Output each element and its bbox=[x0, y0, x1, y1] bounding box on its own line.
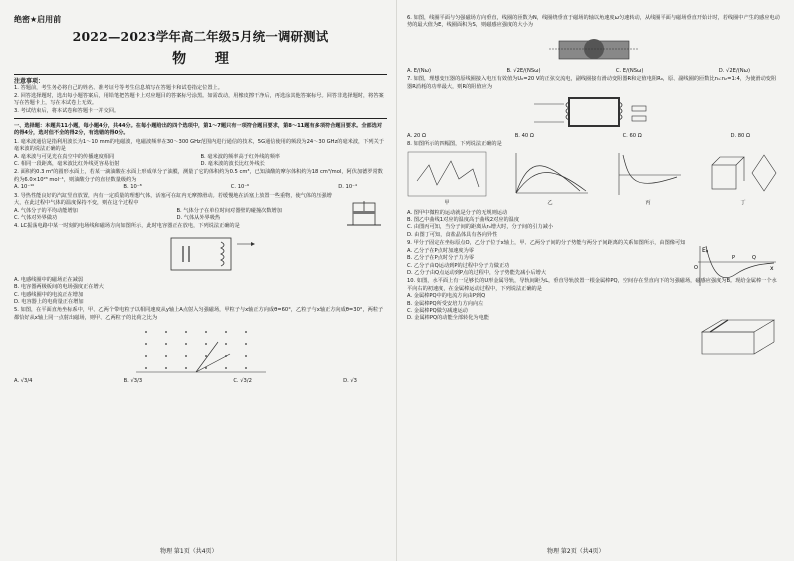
option: A. 10⁻¹⁰ bbox=[14, 184, 35, 191]
figure-caption: 丁 bbox=[740, 200, 746, 207]
option: B. 毫米波的频率高于红外线的频率 bbox=[200, 153, 280, 160]
transformer-figure bbox=[524, 92, 664, 132]
option: B. √2E/(NSω) bbox=[506, 67, 541, 74]
subject-title: 物 理 bbox=[172, 51, 241, 67]
option: B. 乙分子在P点时分子力为零 bbox=[407, 255, 475, 262]
rotating-coil-figure bbox=[539, 31, 649, 67]
question-6 bbox=[407, 15, 780, 75]
option: D. 金属棒PQ的动能全部转化为电能 bbox=[407, 315, 489, 322]
point-label: O bbox=[694, 265, 698, 272]
molecular-force-figure bbox=[613, 151, 683, 197]
brownian-motion-figure bbox=[407, 151, 487, 197]
option: D. √2E/(Nω) bbox=[718, 67, 750, 74]
option: C. E/(NSω) bbox=[615, 67, 644, 74]
option: A. 20 Ω bbox=[407, 133, 426, 140]
question-text: 8. 如图所示的四幅图，下列说法正确的是 bbox=[407, 141, 502, 148]
point-label: P bbox=[732, 255, 736, 262]
question-text: 10. 如图，水平面上有一足够长的U形金属导轨，导轨间距为L，垂直导轨放置一根金属棒PQ，空间存在竖直向下的匀强磁场，磁感应强度为B。现给金属棒一个水平向右的初速度，在金属棒运动过程中，下列说法正确的是 bbox=[407, 278, 777, 292]
option: C. √3/2 bbox=[233, 378, 252, 385]
option: C. 电感线圈中的电流正在增加 bbox=[14, 291, 84, 298]
question-2 bbox=[14, 169, 387, 191]
option: D. √3 bbox=[343, 378, 357, 385]
question-1 bbox=[14, 139, 387, 169]
notice-item: 1. 答题前，考生务必将自己的姓名、准考证号等考生信息填写在答题卡和试卷指定位置上。 bbox=[14, 85, 223, 92]
option: A. 气体分子的平均动能增加 bbox=[14, 207, 78, 214]
question-text: 4. LC振荡电路中某一时刻的电场线和磁场方向如图所示，此时电容器正在放电，下列说法正确的是 bbox=[14, 223, 240, 230]
speed-distribution-figure bbox=[510, 151, 590, 197]
option: C. 气体对外界做功 bbox=[14, 214, 58, 221]
section-header: 一、选择题：本题共11小题，每小题4分，共44分。在每小题给出的四个选项中，第1～7题只有一项符合题目要求，第8～11题有多项符合题目要求。全部选对的得4分，选对但不全的得2分，有选错的得0分。 bbox=[14, 123, 383, 137]
option: B. 气体分子在单位时间对器壁的碰撞次数增加 bbox=[176, 207, 282, 214]
axis-label-y: Eₚ bbox=[702, 247, 709, 255]
option: B. 电容器两极板间的电场强度正在增大 bbox=[14, 284, 104, 291]
footer-right: 物理 第2页（共4页） bbox=[547, 548, 605, 555]
option: B. 10⁻⁸ bbox=[123, 184, 142, 191]
question-4 bbox=[14, 223, 387, 306]
cylinder-figure bbox=[345, 199, 385, 227]
option: A. E/(Nω) bbox=[407, 67, 432, 74]
question-text: 3. 导热性能良好的汽缸竖直放置，内有一定质量的理想气体，活塞可在缸内无摩擦滑动。若缓慢地在活塞上放置一些重物，使气体的压强增大，在此过程中气体的温度保持不变，则在这个过程中 bbox=[14, 192, 332, 207]
question-9 bbox=[407, 240, 780, 277]
point-label: Q bbox=[752, 255, 756, 262]
option: B. 图乙中曲线1对应的温度高于曲线2对应的温度 bbox=[407, 217, 520, 224]
question-10 bbox=[407, 278, 780, 322]
option: B. √3/3 bbox=[123, 378, 143, 385]
notice-box bbox=[14, 74, 387, 119]
option: D. 80 Ω bbox=[730, 133, 750, 140]
exam-title: 2022—2023学年高二年级5月统一调研测试 bbox=[72, 29, 329, 44]
magnetic-field-figure bbox=[126, 324, 276, 378]
salt-crystal-figure bbox=[706, 151, 780, 197]
option: D. 乙分子由Q点运动到P点的过程中，分子势能先减小后增大 bbox=[407, 269, 547, 276]
option: B. 金属棒PQ所受安培力方向向左 bbox=[407, 300, 484, 307]
question-text: 9. 甲分子固定在坐标原点O，乙分子位于x轴上，甲、乙两分子间的分子势能与两分子间距离的关系如图所示，由图像可知 bbox=[407, 240, 686, 247]
page-2 bbox=[397, 0, 794, 561]
option: A. 金属棒PQ中的电流方向由P到Q bbox=[407, 293, 486, 300]
option: C. 金属棒PQ做匀减速运动 bbox=[407, 307, 468, 314]
footer-left: 物理 第1页（共4页） bbox=[160, 548, 218, 555]
option: C. 60 Ω bbox=[622, 133, 642, 140]
question-text: 7. 如图，理想变压器的原线圈接入电压有效值为U₀=20 V的正弦交流电，副线圈接有滑动变阻器R和定值电阻R₀，原、副线圈的匝数比n₁:n₂=1:4，为使滑动变阻器R消耗的功率最大，则R的阻值应为 bbox=[407, 76, 777, 90]
rail-figure bbox=[698, 312, 778, 358]
figure-caption: 甲 bbox=[444, 200, 450, 207]
figure-caption: 丙 bbox=[645, 200, 651, 207]
secret-label: 绝密★启用前 bbox=[14, 15, 62, 24]
option: A. √3/4 bbox=[14, 378, 33, 385]
option: A. 乙分子在P点时加速度为零 bbox=[407, 247, 474, 254]
question-3 bbox=[14, 193, 387, 223]
question-text: 2. 面积约0.3 m²的圆形水面上，若某一滴油酸在水面上形成单分子油膜，测量了它的体积约为0.5 cm³，已知油酸的摩尔体积约为18 cm³/mol，阿伏加德罗常数约为6.0×10²³ mol⁻¹，则油酸分子的直径数量级约为 bbox=[14, 169, 383, 183]
lc-circuit-figure bbox=[141, 232, 261, 276]
notice-title: 注意事项： bbox=[14, 78, 45, 85]
question-text: 1. 毫米波通信是指利用波长为1～10 mm的电磁波，电磁波频率在30～300 GHz范围内进行通信的技术，5G通信使用的频段为24～30 GHz的毫米波，下列关于毫米波的说法正确的是 bbox=[14, 138, 384, 153]
notice-item: 3. 考试结束后，将本试卷和答题卡一并交回。 bbox=[14, 107, 120, 114]
option: D. 由图丁可知，食盐晶体具有各向异性 bbox=[407, 231, 498, 238]
option: C. 乙分子由Q运动到P的过程中分子力做正功 bbox=[407, 262, 510, 269]
option: D. 毫米波的波长比红外线长 bbox=[200, 161, 265, 168]
option: C. 由图丙可知，当分子间的距离从r₀增大时，分子间的引力减小 bbox=[407, 224, 554, 231]
option: D. 10⁻⁴ bbox=[338, 184, 357, 191]
option: C. 相同一段距离，毫米波比红外线更容易衍射 bbox=[14, 161, 120, 168]
option: A. 图甲中微粒的运动就是分子的无规则运动 bbox=[407, 209, 508, 216]
option: C. 10⁻⁶ bbox=[230, 184, 250, 191]
figure-caption: 乙 bbox=[547, 200, 553, 207]
notice-item: 2. 回答选择题时，选出每小题答案后，用铅笔把答题卡上对应题目的答案标号涂黑。如需改动，用橡皮擦干净后，再选涂其他答案标号。回答非选择题时，将答案写在答题卡上，写在本试卷上无效。 bbox=[14, 92, 384, 107]
question-text: 5. 如图，在平面直角坐标系中，甲、乙两个带电粒子以相同速度从y轴上A点射入匀强磁场，甲粒子与x轴正方向成θ=60°，乙粒子与x轴正方向成θ=30°，两粒子都恰好从x轴上同一点射出磁场，则甲、乙两粒子的比荷之比为 bbox=[14, 307, 384, 321]
question-text: 6. 如图，线圈平面与匀强磁场方向垂直，线圈的匝数为N，线圈绕垂直于磁场的轴以角速度ω匀速转动，从线圈平面与磁场垂直开始计时，若线圈中产生的感应电动势的最大值为E，线圈面积为S，则磁感应强度的大小为 bbox=[407, 15, 780, 29]
question-7 bbox=[407, 76, 780, 140]
question-8 bbox=[407, 141, 780, 239]
axis-label-x: x bbox=[770, 265, 774, 273]
option: D. 电容器上的电荷量正在增加 bbox=[14, 298, 84, 305]
option: A. 电感线圈中的磁场正在减弱 bbox=[14, 276, 84, 283]
option: A. 毫米波与可见光在真空中的传播速度相同 bbox=[14, 153, 115, 160]
option: D. 气体从外界吸热 bbox=[176, 214, 221, 221]
option: B. 40 Ω bbox=[514, 133, 534, 140]
question-5 bbox=[14, 307, 387, 385]
